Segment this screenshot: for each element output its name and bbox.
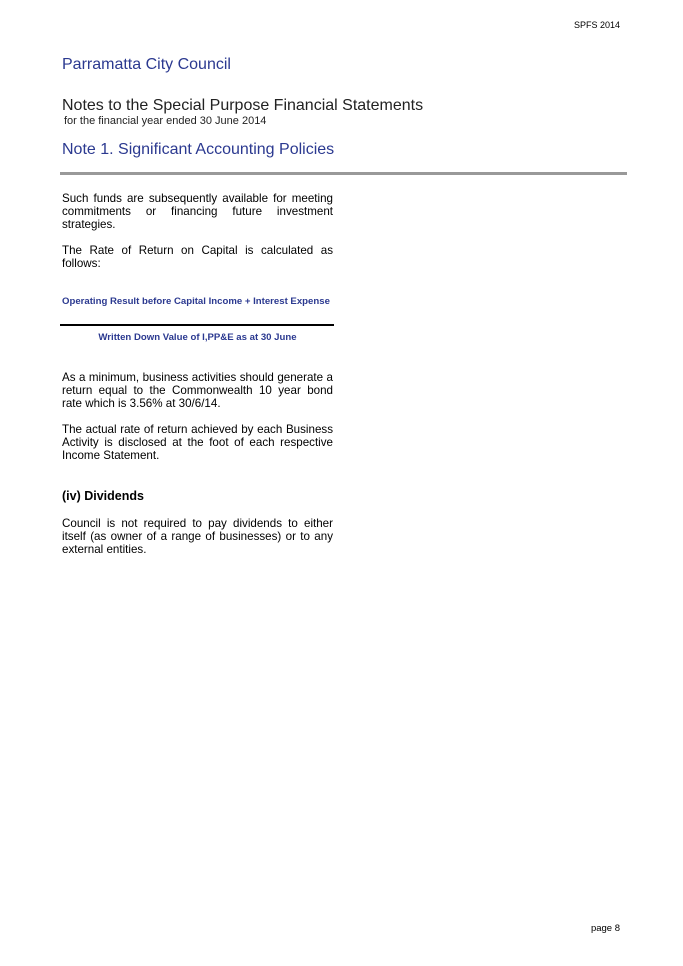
formula-numerator: Operating Result before Capital Income + Interest Expense [62,296,330,307]
paragraph-actual-return: The actual rate of return achieved by each Business Activity is disclosed at the foot of each respective Income Statement. [62,423,333,462]
dividends-paragraph: Council is not required to pay dividends to either itself (as owner of a range of businesses) or to any external entities. [62,517,333,556]
section-divider [60,172,627,175]
document-title: Notes to the Special Purpose Financial Statements [62,97,424,114]
formula-denominator: Written Down Value of I,PP&E as at 30 June [98,332,297,343]
paragraph-rate-of-return: The Rate of Return on Capital is calculated as follows: [62,244,333,270]
paragraph-minimum-return: As a minimum, business activities should generate a return equal to the Commonwealth 10 year bond rate which is 3.56% at 30/6/14. [62,371,333,410]
formula-fraction-line [60,324,334,326]
dividends-heading: (iv) Dividends [62,489,144,503]
council-name: Parramatta City Council [62,56,231,73]
paragraph-funds: Such funds are subsequently available for meeting commitments or financing future investment strategies. [62,192,333,231]
note-heading: Note 1. Significant Accounting Policies [62,141,335,158]
header-code: SPFS 2014 [573,20,620,30]
page-number: page 8 [590,923,620,934]
document-subtitle: for the financial year ended 30 June 2014 [64,115,267,127]
